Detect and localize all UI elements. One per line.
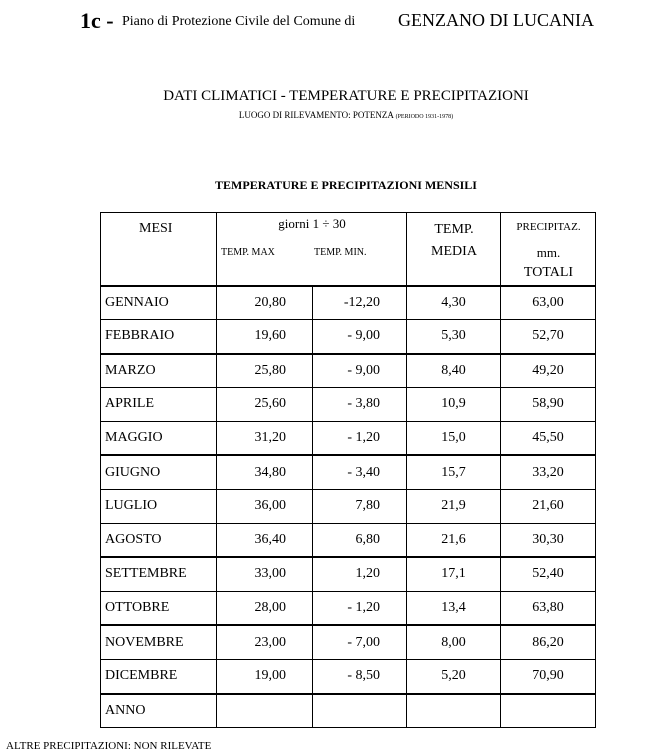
page-title: DATI CLIMATICI - TEMPERATURE E PRECIPITAZIONI bbox=[163, 88, 529, 104]
prec-cell bbox=[501, 694, 596, 728]
month-cell: DICEMBRE bbox=[101, 659, 217, 693]
header-tmin: TEMP. MIN. bbox=[314, 247, 367, 258]
table-row bbox=[101, 354, 596, 388]
tmed-cell: 21,6 bbox=[407, 523, 501, 557]
tmin-cell: - 3,80 bbox=[313, 388, 407, 422]
tmed-cell: 15,0 bbox=[407, 421, 501, 455]
header-prec-line2: mm. bbox=[536, 245, 561, 260]
tmin-cell: -12,20 bbox=[313, 286, 407, 320]
table-row bbox=[101, 421, 596, 455]
header-tmed-line2: MEDIA bbox=[431, 244, 477, 259]
month-cell: ANNO bbox=[101, 694, 217, 728]
tmax-cell: 31,20 bbox=[217, 421, 313, 455]
tmin-cell: - 9,00 bbox=[313, 354, 407, 388]
prec-cell: 58,90 bbox=[501, 388, 596, 422]
header-months-cell bbox=[101, 213, 217, 287]
tmin-cell: 6,80 bbox=[313, 523, 407, 557]
tmax-cell: 25,80 bbox=[217, 354, 313, 388]
table-row bbox=[101, 455, 596, 489]
tmax-cell: 34,80 bbox=[217, 455, 313, 489]
document-header-text: Piano di Protezione Civile del Comune di bbox=[122, 14, 356, 29]
table-row bbox=[101, 694, 596, 728]
prec-cell: 86,20 bbox=[501, 625, 596, 659]
tmax-cell: 19,00 bbox=[217, 659, 313, 693]
tmin-cell: 7,80 bbox=[313, 489, 407, 523]
tmax-cell: 36,40 bbox=[217, 523, 313, 557]
month-cell: AGOSTO bbox=[101, 523, 217, 557]
tmin-cell: - 8,50 bbox=[313, 659, 407, 693]
table-body bbox=[101, 286, 596, 728]
tmax-cell: 20,80 bbox=[217, 286, 313, 320]
prec-cell: 21,60 bbox=[501, 489, 596, 523]
page-subtitle bbox=[0, 110, 655, 120]
table-header-row bbox=[101, 213, 596, 287]
month-cell: LUGLIO bbox=[101, 489, 217, 523]
tmed-cell bbox=[407, 694, 501, 728]
tmax-cell bbox=[217, 694, 313, 728]
month-cell: GENNAIO bbox=[101, 286, 217, 320]
tmax-cell: 19,60 bbox=[217, 320, 313, 354]
table-row bbox=[101, 591, 596, 625]
climate-table bbox=[100, 212, 596, 728]
tmax-cell: 23,00 bbox=[217, 625, 313, 659]
prec-cell: 63,80 bbox=[501, 591, 596, 625]
prec-cell: 63,00 bbox=[501, 286, 596, 320]
table-row bbox=[101, 659, 596, 693]
tmed-cell: 5,30 bbox=[407, 320, 501, 354]
header-tmax: TEMP. MAX bbox=[221, 247, 275, 258]
tmed-cell: 17,1 bbox=[407, 557, 501, 591]
footer-note: ALTRE PRECIPITAZIONI: NON RILEVATE bbox=[6, 740, 212, 752]
month-cell: MAGGIO bbox=[101, 421, 217, 455]
prec-cell: 33,20 bbox=[501, 455, 596, 489]
table-row bbox=[101, 286, 596, 320]
month-cell: GIUGNO bbox=[101, 455, 217, 489]
location-label: LUOGO DI RILEVAMENTO: POTENZA bbox=[238, 110, 394, 120]
header-months: MESI bbox=[139, 221, 173, 236]
table-row bbox=[101, 625, 596, 659]
tmed-cell: 4,30 bbox=[407, 286, 501, 320]
tmin-cell: - 7,00 bbox=[313, 625, 407, 659]
tmax-cell: 36,00 bbox=[217, 489, 313, 523]
header-tmed-cell bbox=[407, 213, 501, 287]
period-label: (PERIODO 1931-1978) bbox=[395, 114, 454, 120]
tmed-cell: 15,7 bbox=[407, 455, 501, 489]
month-cell: NOVEMBRE bbox=[101, 625, 217, 659]
header-prec-line1: PRECIPITAZ. bbox=[516, 221, 581, 233]
prec-cell: 52,40 bbox=[501, 557, 596, 591]
table-row bbox=[101, 320, 596, 354]
tmed-cell: 10,9 bbox=[407, 388, 501, 422]
table-row bbox=[101, 523, 596, 557]
month-cell: APRILE bbox=[101, 388, 217, 422]
tmin-cell: 1,20 bbox=[313, 557, 407, 591]
tmin-cell: - 9,00 bbox=[313, 320, 407, 354]
tmax-cell: 28,00 bbox=[217, 591, 313, 625]
document-code: 1c - bbox=[80, 8, 114, 33]
town-name: GENZANO DI LUCANIA bbox=[398, 10, 594, 30]
header-tmed-line1: TEMP. bbox=[434, 222, 474, 237]
table-row bbox=[101, 388, 596, 422]
tmin-cell: - 1,20 bbox=[313, 421, 407, 455]
tmed-cell: 5,20 bbox=[407, 659, 501, 693]
prec-cell: 49,20 bbox=[501, 354, 596, 388]
tmin-cell: - 3,40 bbox=[313, 455, 407, 489]
prec-cell: 52,70 bbox=[501, 320, 596, 354]
tmax-cell: 25,60 bbox=[217, 388, 313, 422]
tmed-cell: 8,40 bbox=[407, 354, 501, 388]
header-days: giorni 1 ÷ 30 bbox=[278, 216, 346, 231]
tmed-cell: 21,9 bbox=[407, 489, 501, 523]
month-cell: SETTEMBRE bbox=[101, 557, 217, 591]
prec-cell: 70,90 bbox=[501, 659, 596, 693]
tmed-cell: 8,00 bbox=[407, 625, 501, 659]
header-prec-cell bbox=[501, 213, 596, 287]
prec-cell: 45,50 bbox=[501, 421, 596, 455]
month-cell: OTTOBRE bbox=[101, 591, 217, 625]
header-temp-cell bbox=[217, 213, 407, 287]
tmed-cell: 13,4 bbox=[407, 591, 501, 625]
month-cell: MARZO bbox=[101, 354, 217, 388]
table-row bbox=[101, 557, 596, 591]
table-title: TEMPERATURE E PRECIPITAZIONI MENSILI bbox=[215, 178, 477, 192]
header-prec-line3: TOTALI bbox=[523, 265, 574, 280]
prec-cell: 30,30 bbox=[501, 523, 596, 557]
tmax-cell: 33,00 bbox=[217, 557, 313, 591]
header-tmed bbox=[407, 219, 501, 263]
month-cell: FEBBRAIO bbox=[101, 320, 217, 354]
tmin-cell bbox=[313, 694, 407, 728]
tmin-cell: - 1,20 bbox=[313, 591, 407, 625]
table-row bbox=[101, 489, 596, 523]
